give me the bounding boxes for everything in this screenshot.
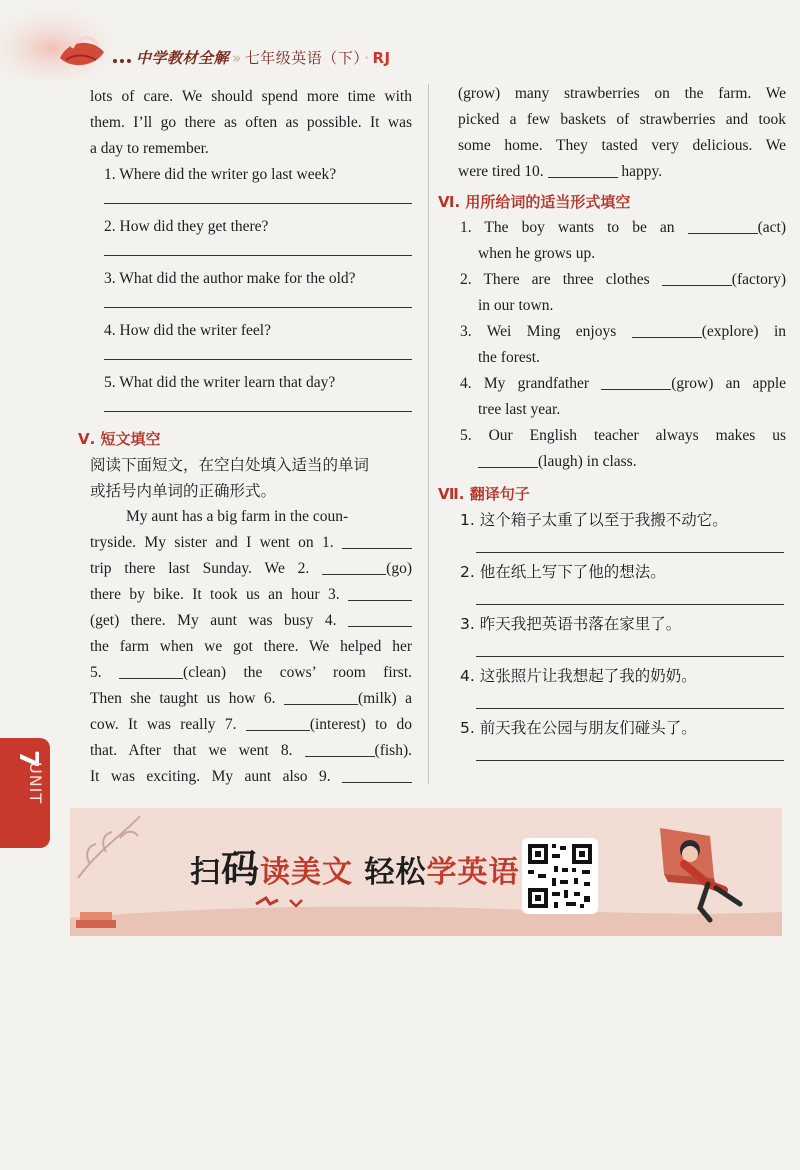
passage-line: (grow) many strawberries on the farm. We — [458, 85, 786, 102]
hint-word: (milk) a — [357, 690, 413, 707]
translate-answer-2[interactable] — [458, 585, 786, 611]
fill-blank-1[interactable] — [688, 217, 758, 234]
blank-4[interactable] — [348, 610, 412, 627]
passage-text: It was exciting. My aunt also 9. — [90, 768, 331, 785]
passage-line: them. I’ll go there as often as possible. It was — [90, 114, 412, 131]
question-1: 1. Where did the writer go last week? — [104, 166, 337, 183]
fill-blank-2[interactable] — [662, 269, 732, 286]
blank-1[interactable] — [342, 532, 412, 549]
passage-text: 5. — [90, 664, 102, 681]
passage-text: tryside. My sister and I went on 1. — [90, 534, 334, 551]
blank-7[interactable] — [246, 714, 310, 731]
fill-blank-3[interactable] — [632, 321, 702, 338]
item-continuation — [458, 449, 786, 475]
hint-word: (act) — [757, 219, 786, 236]
translate-answer-4[interactable] — [458, 689, 786, 715]
passage-line: lots of care. We should spend more time with — [90, 88, 412, 105]
translate-answer-5[interactable] — [458, 741, 786, 767]
answer-line-3[interactable] — [90, 292, 412, 318]
column-divider — [428, 84, 429, 784]
passage-text: were tired 10. — [458, 163, 544, 180]
hint-word: (explore) in — [701, 323, 787, 340]
qr-code-icon[interactable] — [522, 838, 598, 914]
question-2: 2. How did they get there? — [104, 218, 269, 235]
fill-blank-4[interactable] — [601, 373, 671, 390]
section-7-title: Ⅶ. 翻译句子 — [438, 485, 530, 503]
hint-word: (fish). — [374, 742, 412, 759]
right-column — [438, 81, 787, 767]
section-5-instruction: 或括号内单词的正确形式。 — [90, 482, 277, 500]
answer-line-2[interactable] — [90, 240, 412, 266]
blank-5[interactable] — [119, 662, 183, 679]
question-5: 5. What did the writer learn that day? — [104, 374, 336, 391]
section-5-title: Ⅴ. 短文填空 — [78, 430, 161, 448]
slogan-word: 码 — [221, 847, 261, 891]
item-text: 1. The boy wants to be an — [460, 219, 675, 236]
item-continuation: tree last year. — [478, 401, 561, 418]
item-continuation: the forest. — [478, 349, 540, 366]
passage-line — [90, 556, 412, 582]
item-continuation: when he grows up. — [478, 245, 596, 262]
header-arrows: » — [232, 49, 242, 67]
passage-line: some home. They tasted very delicious. We — [458, 137, 786, 154]
fill-item-5: 5. Our English teacher always makes us — [460, 427, 786, 444]
translate-item-1: 1. 这个箱子太重了以至于我搬不动它。 — [460, 511, 728, 529]
header-dot: · — [364, 49, 370, 67]
passage-line — [90, 764, 412, 790]
fill-item-2 — [458, 267, 786, 293]
passage-line — [90, 660, 412, 686]
header-grade: 七年级英语（下） — [244, 49, 362, 67]
translate-item-3: 3. 昨天我把英语书落在家里了。 — [460, 615, 682, 633]
fill-item-1 — [458, 215, 786, 241]
passage-line — [90, 608, 412, 634]
banner-slogan — [190, 838, 519, 893]
translate-item-4: 4. 这张照片让我想起了我的奶奶。 — [460, 667, 697, 685]
promo-banner — [70, 808, 782, 936]
passage-line: picked a few baskets of strawberries and took — [458, 111, 786, 128]
hint-word: (go) — [386, 560, 412, 577]
item-text: 2. There are three clothes — [460, 271, 650, 288]
item-text: 3. Wei Ming enjoys — [460, 323, 617, 340]
page-header — [0, 0, 800, 80]
blank-8[interactable] — [305, 740, 375, 757]
answer-line-1[interactable] — [90, 188, 412, 214]
passage-text: that. After that we went 8. — [90, 742, 293, 759]
header-edition: RJ — [372, 49, 391, 67]
section-6-title: Ⅵ. 用所给词的适当形式填空 — [438, 193, 631, 211]
translate-item-5: 5. 前天我在公园与朋友们碰头了。 — [460, 719, 697, 737]
passage-text: trip there last Sunday. We 2. — [90, 560, 310, 577]
slogan-word: 读美文 — [260, 855, 354, 890]
passage-line — [90, 530, 412, 556]
blank-6[interactable] — [284, 688, 358, 705]
unit-tab — [0, 738, 50, 848]
fill-item-3 — [458, 319, 786, 345]
hint-word: (laugh) in class. — [538, 453, 637, 470]
passage-line — [90, 582, 412, 608]
hint-word: (factory) — [731, 271, 787, 288]
item-text: 4. My grandfather — [460, 375, 589, 392]
blank-3[interactable] — [348, 584, 412, 601]
passage-line — [90, 712, 412, 738]
question-4: 4. How did the writer feel? — [104, 322, 271, 339]
blank-2[interactable] — [322, 558, 386, 575]
unit-text: UNIT — [26, 762, 45, 805]
answer-line-5[interactable] — [90, 396, 412, 422]
passage-line: My aunt has a big farm in the coun- — [126, 508, 349, 525]
left-column — [78, 84, 413, 790]
passage-line — [90, 686, 412, 712]
translate-answer-3[interactable] — [458, 637, 786, 663]
translate-answer-1[interactable] — [458, 533, 786, 559]
answer-line-4[interactable] — [90, 344, 412, 370]
fill-blank-5[interactable] — [478, 451, 538, 468]
passage-text: cow. It was really 7. — [90, 716, 237, 733]
header-dots-icon — [112, 58, 132, 64]
header-decoration-icon — [0, 0, 130, 80]
passage-line: a day to remember. — [90, 140, 209, 157]
hint-word: (grow) an apple — [671, 375, 787, 392]
passage-line: the farm when we got there. We helped her — [90, 638, 412, 655]
translate-item-2: 2. 他在纸上写下了他的想法。 — [460, 563, 666, 581]
passage-text: (clean) the cows’ room first. — [183, 664, 413, 681]
slogan-word: 轻松 — [364, 855, 427, 890]
passage-line — [90, 738, 412, 764]
header-brand: 中学教材全解 — [136, 49, 230, 67]
section-5-instruction: 阅读下面短文，在空白处填入适当的单词 — [90, 456, 370, 474]
unit-label — [13, 750, 45, 805]
question-3: 3. What did the author make for the old? — [104, 270, 356, 287]
blank-10[interactable] — [548, 161, 618, 178]
passage-line — [458, 159, 786, 185]
unit-number: 7 — [13, 750, 43, 770]
passage-text: Then she taught us how 6. — [90, 690, 276, 707]
passage-text: there by bike. It took us an hour 3. — [90, 586, 340, 603]
header-title — [136, 47, 391, 68]
passage-text: (get) there. My aunt was busy 4. — [90, 612, 337, 629]
passage-text: happy. — [621, 163, 663, 180]
fill-item-4 — [458, 371, 786, 397]
blank-9[interactable] — [342, 766, 412, 783]
slogan-word: 学英语 — [426, 855, 520, 890]
item-continuation: in our town. — [478, 297, 554, 314]
hint-word: (interest) to do — [309, 716, 412, 733]
slogan-word: 扫 — [190, 855, 221, 890]
